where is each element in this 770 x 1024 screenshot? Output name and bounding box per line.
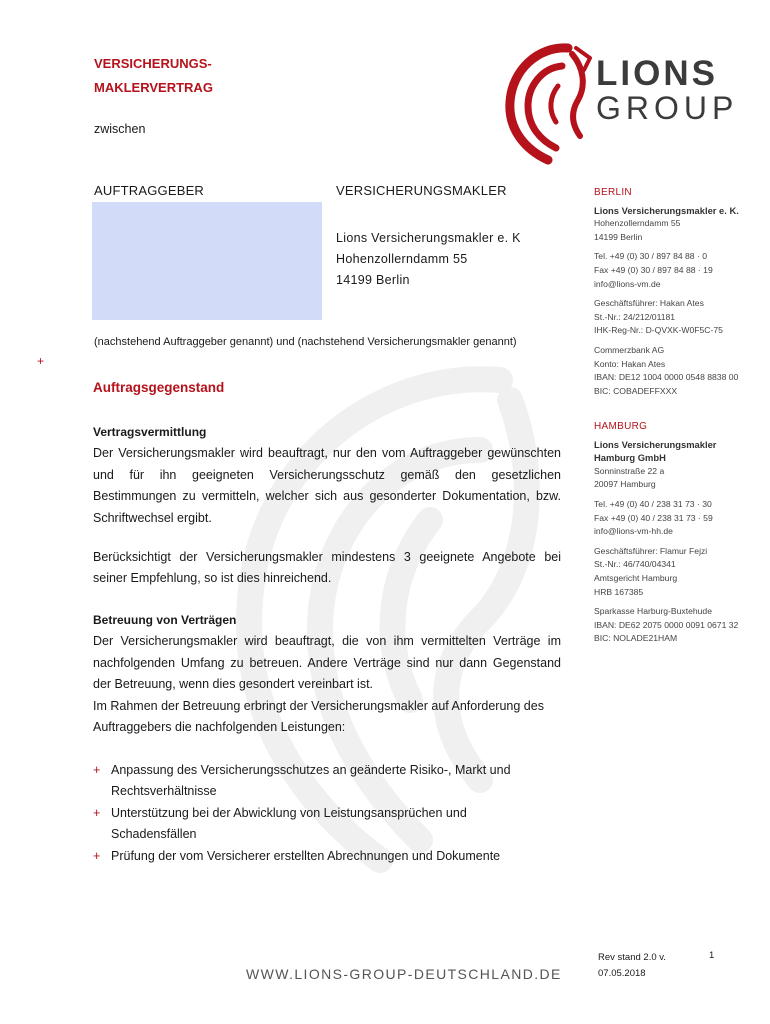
list-item-line: Anpassung des Versicherungsschutzes an geänderte Risiko-, Markt und bbox=[111, 763, 511, 777]
title-line-2: MAKLERVERTRAG bbox=[94, 80, 213, 95]
sidebar-org: Lions Versicherungsmakler e. K. bbox=[594, 204, 739, 216]
sidebar-city-hamburg: HAMBURG bbox=[594, 421, 648, 432]
sidebar-line: BIC: NOLADE21HAM bbox=[594, 633, 678, 644]
list-item-line: Rechtsverhältnisse bbox=[111, 784, 217, 799]
vermittlung-heading: Vertragsvermittlung bbox=[93, 425, 207, 439]
sidebar-line: St.-Nr.: 24/212/01181 bbox=[594, 311, 676, 322]
sidebar-city-berlin: BERLIN bbox=[594, 187, 632, 198]
section-heading bbox=[93, 377, 561, 398]
sidebar-line: Geschäftsführer: Flamur Fejzi bbox=[594, 545, 708, 556]
sidebar-line: Fax +49 (0) 40 / 238 31 73 · 59 bbox=[594, 512, 713, 523]
document-title bbox=[94, 52, 213, 100]
list-item bbox=[93, 803, 561, 846]
named-note: (nachstehend Auftraggeber genannt) und (nachstehend Versicherungsmakler genannt) bbox=[94, 336, 517, 348]
logo-wordmark-lions: LIONS bbox=[596, 54, 718, 93]
broker-name: Lions Versicherungsmakler e. K bbox=[336, 231, 521, 245]
sidebar-line: Tel. +49 (0) 30 / 897 84 88 · 0 bbox=[594, 251, 707, 262]
angebote-block bbox=[93, 547, 561, 590]
list-item-line: Prüfung der vom Versicherer erstellten Abrechnungen und Dokumente bbox=[111, 848, 501, 863]
client-fill-field[interactable] bbox=[92, 202, 322, 320]
sidebar-line: Hohenzollerndamm 55 bbox=[594, 218, 681, 229]
leistungen-list bbox=[93, 760, 561, 867]
plus-bullet-icon: + bbox=[93, 848, 101, 863]
sidebar-line: Fax +49 (0) 30 / 897 84 88 · 19 bbox=[594, 264, 713, 275]
title-line-1: VERSICHERUNGS- bbox=[94, 56, 212, 71]
sidebar-line: IBAN: DE12 1004 0000 0548 8838 00 bbox=[594, 372, 739, 383]
betreuung-heading: Betreuung von Verträgen bbox=[93, 613, 237, 627]
broker-address bbox=[336, 228, 521, 291]
sidebar-hamburg bbox=[594, 420, 764, 646]
sidebar-org: Hamburg GmbH bbox=[594, 452, 666, 464]
sidebar-line: Sparkasse Harburg-Buxtehude bbox=[594, 606, 712, 617]
sidebar-line: IBAN: DE62 2075 0000 0091 0671 32 bbox=[594, 619, 739, 630]
broker-street: Hohenzollerndamm 55 bbox=[336, 252, 468, 266]
betreuung-text: Der Versicherungsmakler wird beauftragt, die von ihm vermittelten Verträge im nachfolgenden Umfang zu betreuen. Andere Verträge sind nur dann Gegenstand der Betreuung, wenn dies gesondert vereinbart ist. bbox=[93, 634, 561, 692]
plus-bullet-icon: + bbox=[93, 805, 101, 820]
sidebar-berlin bbox=[594, 186, 764, 398]
revision-info bbox=[598, 950, 666, 982]
sidebar-org: Lions Versicherungsmakler bbox=[594, 438, 717, 450]
margin-plus-icon: + bbox=[37, 354, 45, 368]
sidebar-line: Geschäftsführer: Hakan Ates bbox=[594, 298, 704, 309]
sidebar-email[interactable]: info@lions-vm.de bbox=[594, 278, 661, 289]
revision-line: Rev stand 2.0 v. bbox=[598, 952, 666, 963]
sidebar-line: Konto: Hakan Ates bbox=[594, 358, 666, 369]
sidebar-line: 20097 Hamburg bbox=[594, 479, 656, 490]
angebote-text: Berücksichtigt der Versicherungsmakler mindestens 3 geeignete Angebote bei seiner Empfehlung, so ist dies hinreichend. bbox=[93, 550, 561, 586]
betreuung-block bbox=[93, 610, 561, 738]
sidebar-line: St.-Nr.: 46/740/04341 bbox=[594, 559, 676, 570]
sidebar-line: HRB 167385 bbox=[594, 586, 644, 597]
sidebar-line: BIC: COBADEFFXXX bbox=[594, 385, 678, 396]
client-header: AUFTRAGGEBER bbox=[94, 183, 205, 198]
sidebar-line: IHK-Reg-Nr.: D-QVXK-W0F5C-75 bbox=[594, 325, 723, 336]
list-item bbox=[93, 760, 561, 803]
plus-bullet-icon: + bbox=[93, 763, 101, 777]
sidebar-line: Amtsgericht Hamburg bbox=[594, 572, 678, 583]
revision-date: 07.05.2018 bbox=[598, 968, 646, 979]
list-item bbox=[93, 846, 561, 867]
leistungen-text: Im Rahmen der Betreuung erbringt der Versicherungsmakler auf Anforderung des Auftraggebers die nachfolgenden Leistungen: bbox=[93, 698, 544, 735]
sidebar-line: Sonninstraße 22 a bbox=[594, 465, 665, 476]
list-item-line: Schadensfällen bbox=[111, 827, 197, 842]
section-heading-text: Auftragsgegenstand bbox=[93, 380, 225, 395]
broker-header: VERSICHERUNGSMAKLER bbox=[336, 183, 507, 198]
sidebar-email[interactable]: info@lions-vm-hh.de bbox=[594, 526, 673, 537]
list-item-line: Unterstützung bei der Abwicklung von Leistungsansprüchen und bbox=[111, 805, 467, 820]
sidebar-line: Tel. +49 (0) 40 / 238 31 73 · 30 bbox=[594, 498, 712, 509]
vermittlung-block bbox=[93, 422, 561, 529]
sidebar-line: Commerzbank AG bbox=[594, 344, 665, 355]
sidebar-line: 14199 Berlin bbox=[594, 231, 643, 242]
logo-wordmark-group: GROUP bbox=[596, 90, 739, 126]
between-label: zwischen bbox=[94, 122, 146, 136]
page-number: 1 bbox=[709, 950, 715, 961]
broker-city: 14199 Berlin bbox=[336, 273, 410, 287]
vermittlung-text: Der Versicherungsmakler wird beauftragt, nur den vom Auftraggeber gewünschten und für ihn geeigneten Versicherungsschutz gemäß den gesetzlichen Bestimmungen zu vermitteln, welcher sich aus gesonderter Dokumentation, bzw. Schriftwechsel ergibt. bbox=[93, 446, 561, 525]
website-link[interactable]: WWW.LIONS-GROUP-DEUTSCHLAND.DE bbox=[246, 966, 562, 982]
